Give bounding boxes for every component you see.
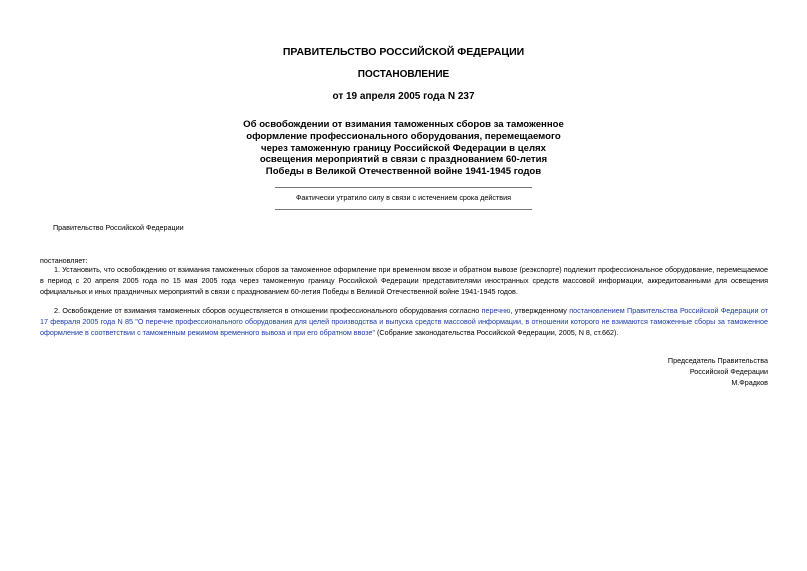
title-line: через таможенную границу Российской Федерации в целях bbox=[261, 142, 546, 154]
list-link[interactable]: перечню bbox=[481, 306, 511, 315]
paragraph-2-text: 2. Освобождение от взимания таможенных сборов осуществляется в отношении профессионального оборудования согласно bbox=[54, 306, 482, 315]
signature-block bbox=[668, 355, 768, 388]
title-line: Победы в Великой Отечественной войне 1941-1945 годов bbox=[265, 166, 542, 178]
document-title bbox=[230, 119, 577, 178]
status-note: Фактически утратило силу в связи с истечением срока действия bbox=[295, 193, 512, 202]
paragraph-2 bbox=[40, 305, 768, 338]
issuer: Правительство Российской Федерации bbox=[53, 223, 184, 232]
divider bbox=[275, 209, 532, 210]
signature-org: Российской Федерации bbox=[689, 367, 768, 376]
document-date: от 19 апреля 2005 года N 237 bbox=[332, 91, 475, 102]
title-line: освещения мероприятий в связи с празднованием 60-летия bbox=[259, 154, 548, 166]
document-type: ПОСТАНОВЛЕНИЕ bbox=[357, 69, 450, 80]
divider bbox=[275, 187, 532, 188]
title-line: оформление профессионального оборудования, перемещаемого bbox=[246, 130, 561, 142]
paragraph-2-text: , утвержденному bbox=[510, 306, 570, 315]
title-line: Об освобождении от взимания таможенных сборов за таможенное bbox=[243, 119, 564, 130]
paragraph-1-text: 1. Установить, что освобождению от взимания таможенных сборов за таможенное оформление при временном ввозе и обратном вывозе (реэкспорте) подлежит профессиональное оборудование, перемещаемое в период с 20 апреля 2005 года по 15 мая 2005 года через таможенную границу Российской Федерации представителями иностранных средств массовой информации, аккредитованными для освещения официальных и иных праздничных мероприятий в связи с празднованием 60-летия Победы в Великой Отечественной войне 1941-1945 годов. bbox=[40, 265, 768, 296]
signature-name: М.Фрадков bbox=[731, 378, 768, 387]
government-name: ПРАВИТЕЛЬСТВО РОССИЙСКОЙ ФЕДЕРАЦИИ bbox=[282, 46, 525, 58]
paragraph-2-text: (Собрание законодательства Российской Федерации, 2005, N 8, ст.662). bbox=[375, 328, 619, 337]
paragraph-1 bbox=[40, 264, 768, 297]
signature-title: Председатель Правительства bbox=[667, 356, 768, 365]
decrees-word: постановляет: bbox=[40, 256, 88, 265]
resolution-link[interactable]: постановлением Правительства Российской Федерации от 17 февраля 2005 года N 85 "О перечне профессионального оборудования для целей производства и выпуска средств массовой информации, в отношении которого не взимаются таможенные сборы за таможенное оформление в соответствии с таможенным режимом временного вывоза и при его обратном ввозе" bbox=[40, 306, 768, 337]
